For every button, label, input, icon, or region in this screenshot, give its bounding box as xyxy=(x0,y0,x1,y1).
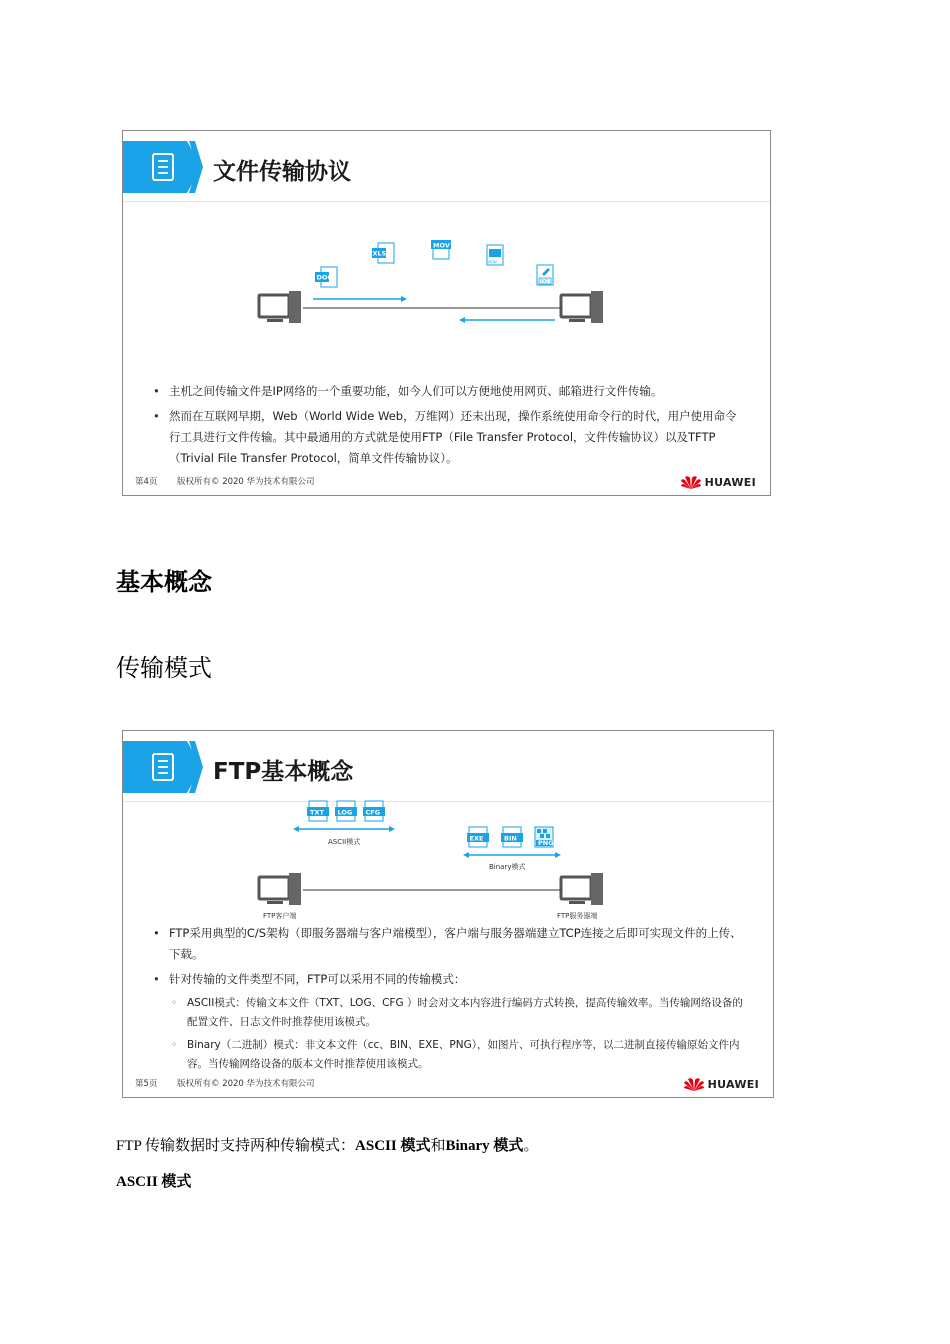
slide-file-transfer-protocol xyxy=(122,130,771,496)
subheading-ascii-mode: ASCII 模式 xyxy=(116,1174,192,1190)
bullet-list xyxy=(153,381,746,473)
list-item: • 针对传输的文件类型不同，FTP可以采用不同的传输模式： xyxy=(153,969,749,990)
huawei-flower-icon xyxy=(681,475,701,489)
doc-file-icon xyxy=(315,267,337,287)
slide-title: FTP基本概念 xyxy=(213,759,354,785)
copyright: 版权所有© 2020 华为技术有限公司 xyxy=(177,477,315,487)
para-suffix: 。 xyxy=(523,1138,539,1154)
section-heading-basic-concepts: 基本概念 xyxy=(116,568,212,596)
list-item: • 然而在互联网早期，Web（World Wide Web，万维网）还未出现，操作系统使用命令行的时代，用户使用命令行工具进行文件传输。其中最通用的方式就是使用FTP（File Transfer Protocol，文件传输协议）以及TFTP（Trivial File Transfer Protocol，简单文件传输协议）。 xyxy=(153,406,746,469)
huawei-logo xyxy=(681,475,756,489)
section-heading-transfer-mode: 传输模式 xyxy=(116,654,212,682)
list-item: • FTP采用典型的C/S架构（即服务器端与客户端模型），客户端与服务器端建立TCP连接之后即可实现文件的上传、下载。 xyxy=(153,923,749,965)
txt-file-icon xyxy=(307,801,329,821)
json-file-icon xyxy=(487,245,503,265)
exe-file-icon xyxy=(467,827,489,847)
sub-list-item: ◦ Binary（二进制）模式：非文本文件（cc、BIN、EXE、PNG），如图片、可执行程序等，以二进制直接传输原始文件内容。当传输网络设备的版本文件时推荐使用该模式。 xyxy=(153,1036,749,1074)
log-file-icon xyxy=(335,801,357,821)
svg-text:MOV: MOV xyxy=(433,241,450,250)
brand-name: HUAWEI xyxy=(707,1077,759,1091)
para-ascii: ASCII 模式 xyxy=(355,1138,431,1154)
para-binary: Binary 模式 xyxy=(445,1138,524,1154)
binary-mode-label: Binary模式 xyxy=(489,863,526,871)
svg-text:JSON: JSON xyxy=(488,260,497,264)
ftp-mode-diagram xyxy=(123,731,774,931)
computer-icon xyxy=(561,291,603,323)
sub-list-item: ◦ ASCII模式：传输文本文件（TXT、LOG、CFG ）时会对文本内容进行编码方式转换，提高传输效率。当传输网络设备的配置文件、日志文件时推荐使用该模式。 xyxy=(153,994,749,1032)
svg-text:EXE: EXE xyxy=(469,834,484,843)
huawei-logo xyxy=(684,1077,759,1091)
svg-text:LOG: LOG xyxy=(337,808,353,817)
png-file-icon xyxy=(535,827,554,847)
slide-footer xyxy=(135,473,756,489)
huawei-flower-icon xyxy=(684,1077,704,1091)
ftp-server-label: FTP服务器端 xyxy=(557,912,598,920)
body-paragraph xyxy=(116,1134,538,1155)
bin-file-icon xyxy=(501,827,523,847)
computer-icon xyxy=(259,291,301,323)
brand-name: HUAWEI xyxy=(704,475,756,489)
xlsx-file-icon xyxy=(372,243,394,263)
svg-text:XLSX: XLSX xyxy=(372,249,392,258)
page-number: 第4页 xyxy=(135,477,158,487)
slide-ftp-basic-concepts xyxy=(122,730,774,1098)
page-number: 第5页 xyxy=(135,1079,158,1089)
mov-file-icon xyxy=(431,240,451,259)
server-computer-icon xyxy=(561,873,603,905)
slide-title: 文件传输协议 xyxy=(213,159,351,185)
slide-footer xyxy=(135,1075,759,1091)
cfg-file-icon xyxy=(363,801,385,821)
copyright: 版权所有© 2020 华为技术有限公司 xyxy=(177,1079,315,1089)
bullet-list xyxy=(153,923,749,1078)
svg-text:DOC: DOC xyxy=(316,273,333,282)
svg-text:CFG: CFG xyxy=(365,808,381,817)
svg-text:TXT: TXT xyxy=(310,808,324,817)
svg-text:TXT: TXT xyxy=(540,279,549,284)
svg-text:BIN: BIN xyxy=(504,834,517,843)
txt-file-icon xyxy=(537,265,553,285)
file-transfer-diagram xyxy=(123,131,771,381)
para-and: 和 xyxy=(430,1138,446,1154)
client-computer-icon xyxy=(259,873,301,905)
ascii-mode-label: ASCII模式 xyxy=(328,838,361,846)
para-prefix: FTP 传输数据时支持两种传输模式： xyxy=(116,1138,356,1154)
list-item: • 主机之间传输文件是IP网络的一个重要功能，如今人们可以方便地使用网页、邮箱进行文件传输。 xyxy=(153,381,746,402)
svg-text:PNG: PNG xyxy=(538,839,554,848)
ftp-client-label: FTP客户端 xyxy=(263,912,297,920)
